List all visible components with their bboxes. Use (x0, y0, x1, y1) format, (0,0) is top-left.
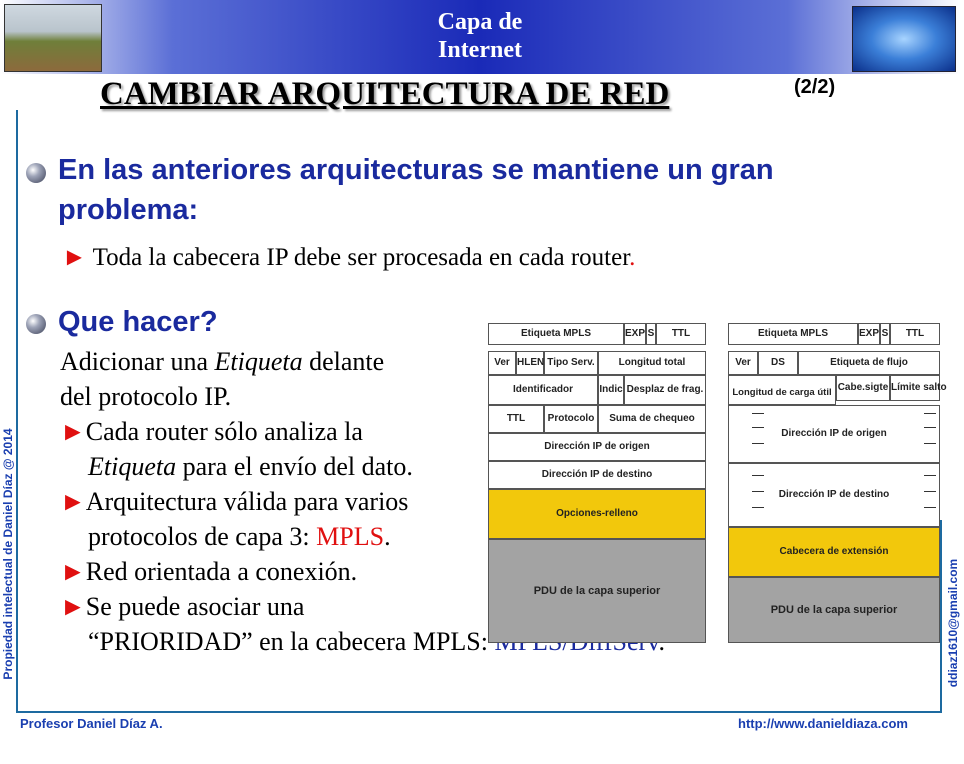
l4-emphasis: Etiqueta (88, 452, 177, 481)
l6-text: protocolos de capa 3: (88, 522, 310, 551)
bullet1-text (58, 150, 774, 230)
mpls-label-field: Etiqueta MPLS (728, 323, 858, 345)
ip-identification-field: Identificador (488, 375, 598, 405)
bullet1-line1: En las anteriores arquitecturas se mantiene un gran (58, 154, 774, 186)
bullet1-sub-text: Toda la cabecera IP debe ser procesada en cada router (92, 244, 630, 271)
ip-source-address-field: Dirección IP de origen (488, 433, 706, 461)
upper-layer-pdu: PDU de la capa superior (488, 539, 706, 643)
mpls-ttl-field: TTL (890, 323, 940, 345)
bullet2-heading: Que hacer? (58, 306, 218, 338)
bullet1-sub: ► Toda la cabecera IP debe ser procesada en cada router. (62, 244, 636, 271)
ip-hlen-field: HLEN (516, 351, 544, 375)
slide-title-part: (2/2) (794, 76, 836, 98)
triangle-arrow-icon: ► (60, 592, 86, 621)
divider-tick (752, 443, 764, 444)
l3-text: Cada router sólo analiza la (85, 417, 363, 446)
triangle-arrow-icon: ► (60, 487, 86, 516)
frame-border-right (940, 520, 942, 713)
divider-tick (752, 427, 764, 428)
divider-tick (752, 507, 764, 508)
l9-text: “PRIORIDAD” en la cabecera MPLS: (88, 627, 488, 656)
divider-tick (752, 491, 764, 492)
mpls-s-field: S (880, 323, 890, 345)
ipv6-mpls-header-diagram (728, 323, 947, 643)
bullet-sphere-icon (26, 314, 46, 334)
slide-title: CAMBIAR ARQUITECTURA DE RED (100, 76, 670, 112)
divider-tick (752, 475, 764, 476)
ipv6-version-field: Ver (728, 351, 758, 375)
bullet2-line6: protocolos de capa 3: MPLS. (88, 522, 391, 551)
ip-options-field: Opciones-relleno (488, 489, 706, 539)
l7-text: Red orientada a conexión. (85, 557, 358, 586)
divider-tick (924, 491, 936, 492)
l5-text: Arquitectura válida para varios (85, 487, 409, 516)
ip-protocol-field: Protocolo (544, 405, 598, 433)
ipv6-next-header-field: Cabe.sigte (836, 375, 890, 401)
divider-tick (924, 475, 936, 476)
ipv6-payload-length-field: Longitud de carga útil (728, 375, 836, 405)
triangle-arrow-icon: ► (60, 557, 86, 586)
ipv6-extension-header: Cabecera de extensión (728, 527, 940, 577)
divider-tick (924, 413, 936, 414)
ipv6-ds-field: DS (758, 351, 798, 375)
ipv4-mpls-header-diagram (488, 323, 706, 643)
ip-ttl-field: TTL (488, 405, 544, 433)
section-title-line1: Capa de (437, 9, 523, 35)
ip-fragment-offset-field: Desplaz de frag. (624, 375, 706, 405)
upper-layer-pdu: PDU de la capa superior (728, 577, 940, 643)
ipv6-flow-label-field: Etiqueta de flujo (798, 351, 940, 375)
divider-tick (752, 413, 764, 414)
l8-text: Se puede asociar una (85, 592, 305, 621)
triangle-arrow-icon: ► (60, 417, 86, 446)
ip-destination-address-field: Dirección IP de destino (488, 461, 706, 489)
bullet-sphere-icon (26, 163, 46, 183)
l1-text: Adicionar una (60, 347, 209, 376)
email-vertical: ddiaz1610@gmail.com (946, 558, 960, 688)
ip-tos-field: Tipo Serv. (544, 351, 598, 375)
bullet1-line2: problema: (58, 194, 199, 226)
mpls-exp-field: EXP (858, 323, 880, 345)
ipv6-destination-address-field: Dirección IP de destino (728, 463, 940, 527)
frame-border-bottom (16, 711, 942, 713)
ipv6-source-address-field: Dirección IP de origen (728, 405, 940, 463)
ip-checksum-field: Suma de chequeo (598, 405, 706, 433)
triangle-arrow-icon: ► (62, 244, 87, 271)
ipv6-hop-limit-field: Límite salto (890, 375, 940, 401)
ip-flags-field: Indic (598, 375, 624, 405)
landscape-photo (4, 4, 102, 72)
mpls-ttl-field: TTL (656, 323, 706, 345)
mpls-s-field: S (646, 323, 656, 345)
mpls-label-field: Etiqueta MPLS (488, 323, 624, 345)
section-title-line2: Internet (438, 37, 522, 63)
l4-text: para el envío del dato. (182, 452, 413, 481)
l1-emphasis: Etiqueta (214, 347, 303, 376)
ip-ver-field: Ver (488, 351, 516, 375)
footer-url[interactable]: http://www.danieldiaza.com (738, 716, 908, 731)
network-globe-image (852, 6, 956, 72)
section-title (380, 8, 580, 64)
bullet2-line2: del protocolo IP. (60, 382, 232, 411)
l1-end: delante (309, 347, 385, 376)
mpls-highlight: MPLS (316, 522, 385, 551)
mpls-exp-field: EXP (624, 323, 646, 345)
divider-tick (924, 443, 936, 444)
footer-author: Profesor Daniel Díaz A. (20, 716, 163, 731)
copyright-vertical: Propiedad intelectual de Daniel Díaz @ 2014 (1, 428, 15, 680)
divider-tick (924, 507, 936, 508)
ip-total-length-field: Longitud total (598, 351, 706, 375)
divider-tick (924, 427, 936, 428)
